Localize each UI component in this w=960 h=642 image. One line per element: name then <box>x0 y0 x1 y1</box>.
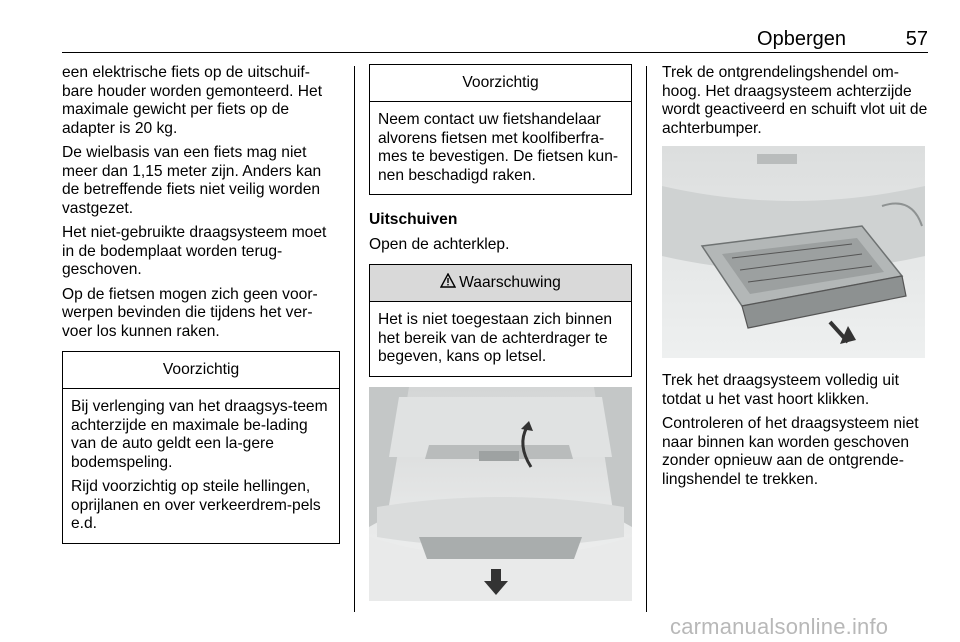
paragraph: Open de achterklep. <box>369 235 510 253</box>
column-3 <box>662 64 930 495</box>
column-2 <box>369 64 632 601</box>
paragraph: Op de fietsen mogen zich geen voor-werpen bevinden die tijdens het ver-voer los kunnen raken. <box>62 285 318 340</box>
caution-title: Voorzichtig <box>63 352 339 389</box>
paragraph: De wielbasis van een fiets mag niet meer dan 1,15 meter zijn. Anders kan de betreffende fiets niet veilig worden vastgezet. <box>62 144 322 217</box>
caution-title: Voorzichtig <box>370 65 631 102</box>
paragraph: een elektrische fiets op de uitschuif-bare houder worden gemonteerd. Het maximale gewicht per fiets op de adapter is 20 kg. <box>62 64 323 137</box>
warning-triangle-icon <box>440 273 456 294</box>
watermark: carmanualsonline.info <box>670 614 889 639</box>
column-divider-1 <box>354 66 355 612</box>
caution-body <box>370 102 631 194</box>
running-header-title: Opbergen <box>757 28 846 50</box>
section-subheading: Uitschuiven <box>369 211 458 228</box>
warning-text: Het is niet toegestaan zich binnen het bereik van de achterdrager te begeven, kans op letsel. <box>378 311 613 365</box>
rear-bumper-arrow-down-illustration <box>369 387 632 601</box>
warning-box <box>369 264 632 377</box>
caution-body <box>63 389 339 543</box>
caution-text: Rijd voorzichtig op steile hellingen, oprijlanen en over verkeerdrem-pels e.d. <box>71 478 321 532</box>
paragraph: Trek de ontgrendelingshendel om-hoog. Het draagsysteem achterzijde wordt geactiveerd en schuift vlot uit de achterbumper. <box>662 64 928 137</box>
paragraph: Trek het draagsysteem volledig uit totdat u het vast hoort klikken. <box>662 372 899 408</box>
caution-box <box>62 351 340 544</box>
warning-title: Waarschuwing <box>459 273 561 291</box>
caution-text: Bij verlenging van het draagsys-teem achterzijde en maximale be-lading van de auto geldt een la-gere bodemspeling. <box>71 398 328 471</box>
warning-title-bar <box>370 265 631 302</box>
page-number: 57 <box>905 28 928 50</box>
carrier-extended-illustration <box>662 146 925 358</box>
warning-body <box>370 302 631 376</box>
paragraph: Controleren of het draagsysteem niet naar binnen kan worden geschoven zonder opnieuw aan de ontgrende-lingshendel te trekken. <box>662 415 919 488</box>
column-1 <box>62 64 340 560</box>
paragraph: Het niet-gebruikte draagsysteem moet in de bodemplaat worden terug-geschoven. <box>62 224 327 278</box>
column-divider-2 <box>646 66 647 612</box>
header-rule <box>62 52 928 53</box>
caution-box <box>369 64 632 195</box>
caution-text: Neem contact uw fietshandelaar alvorens fietsen met koolfiberfra-mes te bevestigen. De fietsen kun-nen beschadigd raken. <box>378 111 619 184</box>
